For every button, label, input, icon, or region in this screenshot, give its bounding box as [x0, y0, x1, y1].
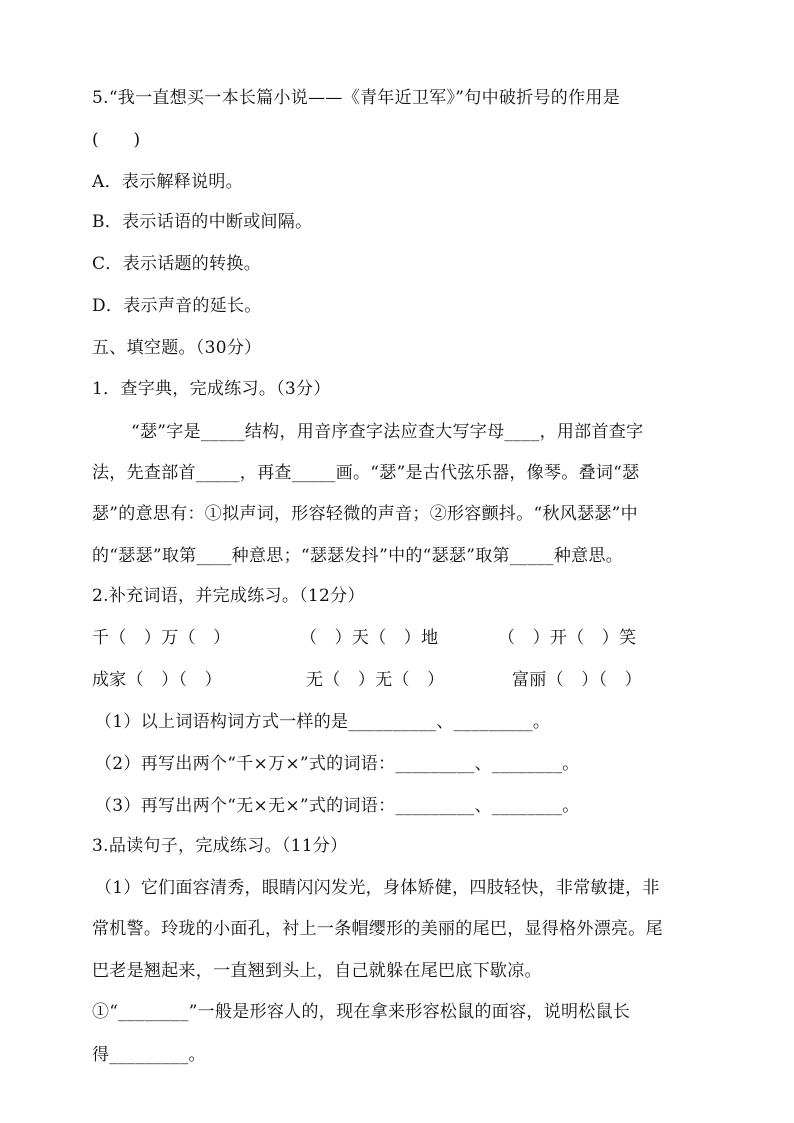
q2-title: 2.补充词语，并完成练习。（12分）: [92, 586, 365, 606]
q2-word-2: （ ）天（ ）地: [300, 628, 439, 648]
q3-answer-line-1: ①“________”一般是形容人的，现在拿来形容松鼠的面容，说明松鼠长: [92, 1002, 631, 1022]
q1-paragraph-line-4: 的“瑟瑟”取第____种意思；“瑟瑟发抖”中的“瑟瑟”取第_____种意思。: [92, 546, 624, 566]
q1-title: 1．查字典，完成练习。（3分）: [92, 379, 331, 399]
q3-title: 3.品读句子，完成练习。（11分）: [92, 836, 348, 856]
q2-subquestion-3: （3）再写出两个“无×无×”式的词语：_________、________。: [95, 796, 580, 816]
q5-option-a: A．表示解释说明。: [92, 172, 243, 192]
q1-paragraph-line-3: 瑟”的意思有：①拟声词，形容轻微的声音；②形容颤抖。“秋风瑟瑟”中: [92, 504, 638, 524]
q1-paragraph-line-2: 法，先查部首_____，再查_____画。“瑟”是古代弦乐器，像琴。叠词“瑟: [92, 463, 640, 483]
q5-option-d: D．表示声音的延长。: [92, 296, 262, 316]
q2-word-4: 成家（ ）（ ）: [92, 670, 222, 690]
q5-option-b: B．表示话语的中断或间隔。: [92, 212, 313, 232]
q1-paragraph-line-1: “瑟”字是_____结构，用音序查字法应查大写字母____，用部首查字: [131, 422, 644, 442]
q3-passage-line-2: 常机警。玲珑的小面孔，衬上一条帽缨形的美丽的尾巴，显得格外漂亮。尾: [92, 919, 663, 939]
q2-word-3: （ ）开（ ）笑: [498, 628, 637, 648]
q2-subquestion-1: （1）以上词语构词方式一样的是__________、_________。: [95, 712, 551, 732]
q3-passage-line-3: 巴老是翘起来，一直翘到头上，自己就躲在尾巴底下歇凉。: [92, 961, 542, 981]
q3-answer-line-2: 得_________。: [92, 1045, 206, 1065]
q3-passage-line-1: （1）它们面容清秀，眼睛闪闪发光，身体矫健，四肢轻快，非常敏捷，非: [95, 878, 660, 898]
q5-line-1: 5.“我一直想买一本长篇小说——《青年近卫军》”句中破折号的作用是: [92, 88, 620, 108]
q2-subquestion-2: （2）再写出两个“千×万×”式的词语：_________、________。: [95, 754, 580, 774]
section-5-heading: 五、填空题。（30分）: [92, 338, 262, 358]
q2-word-6: 富丽（ ）（ ）: [512, 670, 642, 690]
q5-answer-bracket: ( ): [92, 130, 141, 150]
q2-word-5: 无（ ）无（ ）: [306, 670, 445, 690]
q5-option-c: C．表示话题的转换。: [92, 254, 262, 274]
q2-word-1: 千（ ）万（ ）: [92, 628, 231, 648]
